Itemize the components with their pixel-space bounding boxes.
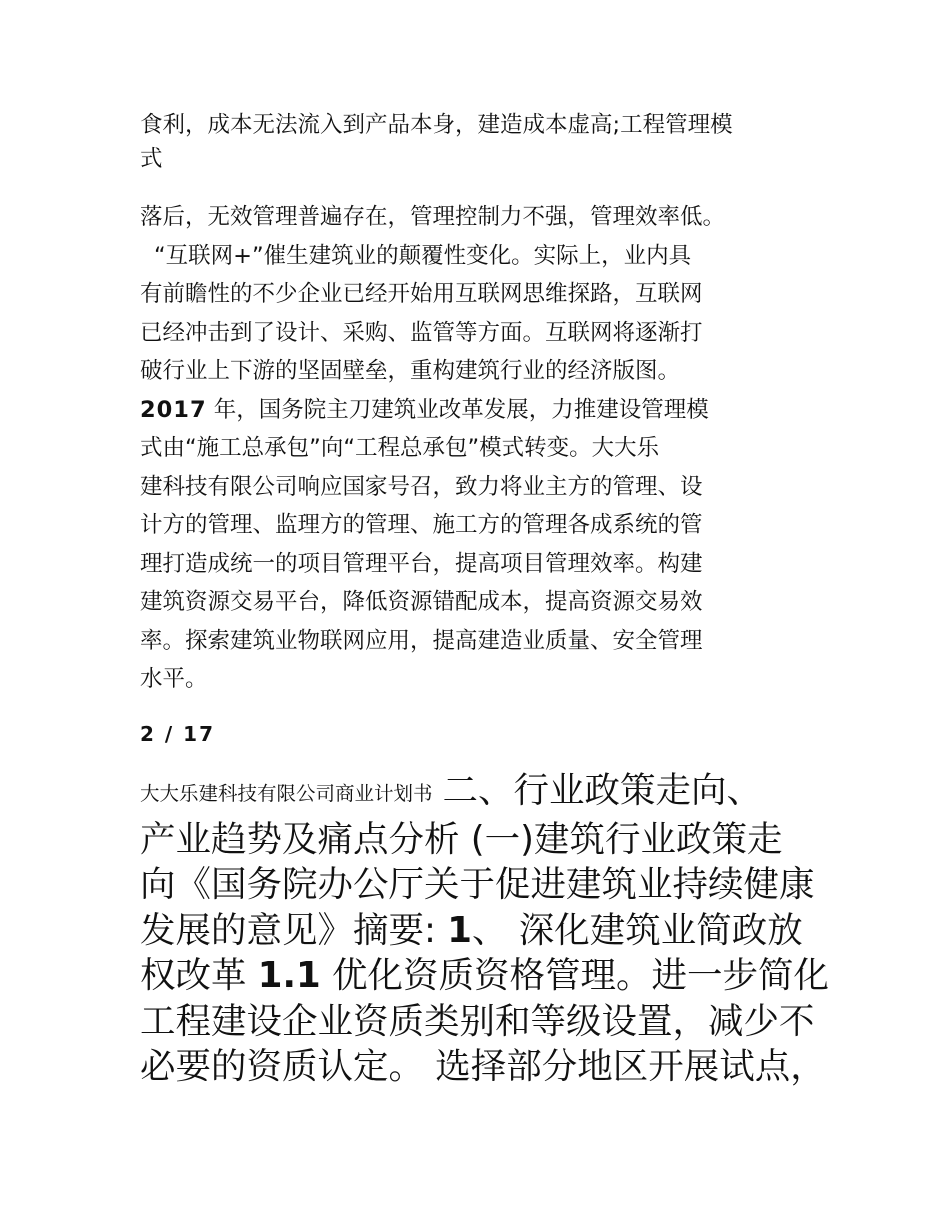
paragraph-main [140, 198, 812, 699]
text-fragment: 权改革 [140, 955, 258, 996]
text-line: 水平。 [140, 666, 208, 692]
text-fragment: 优化资质资格管理。进一步简化 [320, 955, 829, 996]
document-header: 大大乐建科技有限公司商业计划书 [140, 782, 433, 805]
year-number: 2017 [140, 396, 207, 423]
section-title: 二、行业政策走向、 [442, 770, 763, 811]
section-heading-block [140, 768, 829, 1090]
text-fragment: 年，国务院主刀建筑业改革发展，力推建设管理模 [213, 396, 709, 423]
text-line [140, 768, 812, 817]
item-number: 1 [447, 909, 472, 951]
text-line: 建筑资源交易平台，降低资源错配成本，提高资源交易效 [140, 589, 703, 615]
text-line: 率。探索建筑业物联网应用，提高建造业质量、安全管理 [140, 627, 703, 654]
text-line: 破行业上下游的坚固壁垒，重构建筑行业的经济版图。 [140, 358, 681, 384]
text-line: 必要的资质认定。 选择部分地区开展试点， [140, 1046, 826, 1087]
page-number: 2 / 17 [140, 722, 215, 746]
text-fragment: 、 深化建筑业简政放 [471, 909, 803, 951]
text-line: 建科技有限公司响应国家号召，致力将业主方的管理、设 [140, 473, 703, 500]
text-line: 式 [140, 146, 163, 172]
text-line [140, 391, 812, 430]
item-number: 1.1 [257, 955, 321, 996]
text-line: “互联网+”催生建筑业的颠覆性变化。实际上，业内具 [154, 242, 692, 269]
text-line [140, 953, 829, 999]
text-line: 产业趋势及痛点分析 (一)建筑行业政策走 [140, 818, 783, 860]
text-line: 理打造成统一的项目管理平台，提高项目管理效率。构建 [140, 550, 703, 577]
text-fragment: 发展的意见》摘要: [140, 909, 448, 951]
paragraph-continuation [140, 108, 812, 176]
text-line: 计方的管理、监理方的管理、施工方的管理各成系统的管 [140, 512, 703, 538]
text-line: 落后，无效管理普遍存在，管理控制力不强，管理效率低。 [140, 204, 726, 230]
text-line: 向《国务院办公厅关于促进建筑业持续健康 [140, 864, 815, 905]
text-line: 式由“施工总承包”向“工程总承包”模式转变。大大乐 [140, 435, 660, 461]
text-line: 有前瞻性的不少企业已经开始用互联网思维探路，互联网 [140, 281, 703, 307]
text-line [140, 908, 812, 954]
text-line: 已经冲击到了设计、采购、监管等方面。互联网将逐渐打 [140, 319, 703, 346]
text-line: 工程建设企业资质类别和等级设置，减少不 [140, 1000, 815, 1042]
text-line: 食利，成本无法流入到产品本身，建造成本虚高;工程管理模 [140, 112, 733, 138]
